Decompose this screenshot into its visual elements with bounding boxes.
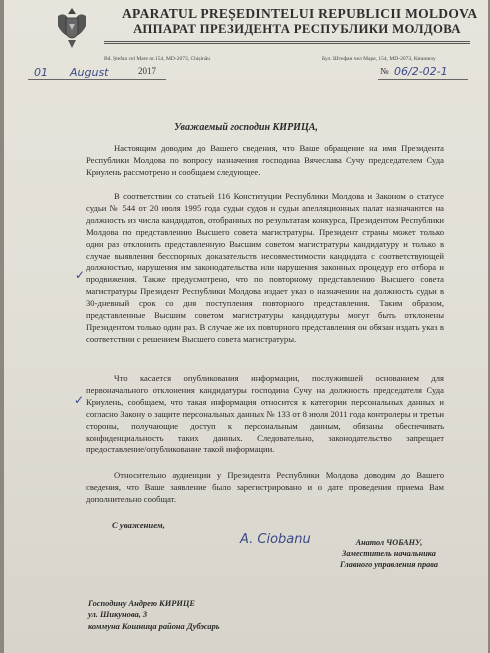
header-title-ru: АППАРАТ ПРЕЗИДЕНТА РЕСПУБЛИКИ МОЛДОВА bbox=[133, 22, 461, 36]
date-year: 2017 bbox=[138, 66, 156, 76]
addressee-street: ул. Шикунова, 3 bbox=[88, 610, 148, 620]
paragraph-1: Настоящим доводим до Вашего сведения, что Ваше обращение на имя Президента Республики Молдова по вопросу назначения господина Вячеслава Сучу председателем Суда Криулень рассмотрено и сообщаем следующее. bbox=[86, 143, 444, 177]
date-day: 01 bbox=[34, 66, 48, 79]
number-underline bbox=[378, 79, 468, 80]
signatory-position-2: Главного управления права bbox=[340, 560, 438, 570]
header-divider-thin bbox=[104, 43, 470, 44]
signatory-position-1: Заместитель начальника bbox=[342, 549, 436, 559]
salutation: Уважаемый господин КИРИЦА, bbox=[174, 122, 318, 133]
signatory-name: Анатол ЧОБАНУ, bbox=[355, 538, 423, 547]
paragraph-3: Что касается опубликования информации, послужившей основанием для первоначального отклонения кандидатуры господина Сучу на должность председателя Суда Криулень, сообщаем, что такая информация относится к категории персональных данных и согласно Закону о защите персональных данных № 133 от 8 июля 2011 года контролеры и третьи стороны, получающие доступ к персональным данным, обязаны обеспечивать конфиденциальность таких данных. Следовательно, законодательство запрещает предоставление/опубликование такой информации. bbox=[86, 373, 444, 455]
document-number: 06/2-02-1 bbox=[394, 65, 448, 78]
addressee-name: Господину Андрею КИРИЦЕ bbox=[88, 599, 195, 608]
date-underline bbox=[28, 79, 166, 80]
header-divider bbox=[104, 41, 470, 42]
addressee-block bbox=[88, 598, 220, 632]
margin-check-mark-icon: ✓ bbox=[75, 268, 86, 282]
addressee-locality: коммуна Кошница района Дубэсарь bbox=[88, 621, 220, 631]
signatory-block bbox=[314, 537, 464, 571]
coat-of-arms-icon bbox=[54, 6, 90, 50]
handwritten-signature: A. Ciobanu bbox=[240, 532, 311, 547]
margin-mark-icon: ✓ bbox=[74, 393, 85, 407]
header-title-ro: APARATUL PREȘEDINTELUI REPUBLICII MOLDOVA bbox=[122, 6, 478, 21]
header-address-ro: Bd. Ștefan cel Mare nr.154, MD-2073, Chișinău bbox=[104, 56, 211, 62]
number-prefix: № bbox=[380, 66, 389, 76]
paragraph-2: В соответствии со статьей 116 Конституции Республики Молдова и Законом о статусе судьи № 544 от 20 июля 1995 года судьи судов и судьи апелляционных палат назначаются на должность из числа кандидатов, отобранных по результатам конкурса, Президентом Республики Молдова по представлению Высшего совета магистратуры. Президент страны может только один раз отклонить представленную Высшим советом магистратуры кандидатуру и только в случае выявления бесспорных доказательств несовместимости кандидата с соответствующей должностью, нарушения им законодательства или нарушения законных процедур его отбора и продвижения. Также предусмотрено, что по повторному представлению Высшего совета магистратуры Президент Республики Молдова издает указ о назначении на должность судьи в 30-дневный срок со дня поступления повторного представления. Таким образом, представленные Высшим советом магистратуры кандидатуры могут быть отклонены Президентом только один раз. В случае же их повторного представления он обязан издать указ в соответствии с решением Высшего совета магистратуры. bbox=[86, 191, 444, 344]
closing-phrase: С уважением, bbox=[112, 520, 165, 530]
paragraph-4: Относительно аудиенции у Президента Республики Молдова доводим до Вашего сведения, что Ваше заявление было зарегистрировано и о дате проведения приема Вам дополнительно сообщат. bbox=[86, 470, 444, 504]
letter-page bbox=[4, 0, 488, 653]
header-address-ru: Бул. Штефан чел Маре, 154, MD-2073, Кишинэу bbox=[322, 56, 436, 62]
date-month: August bbox=[70, 66, 109, 79]
